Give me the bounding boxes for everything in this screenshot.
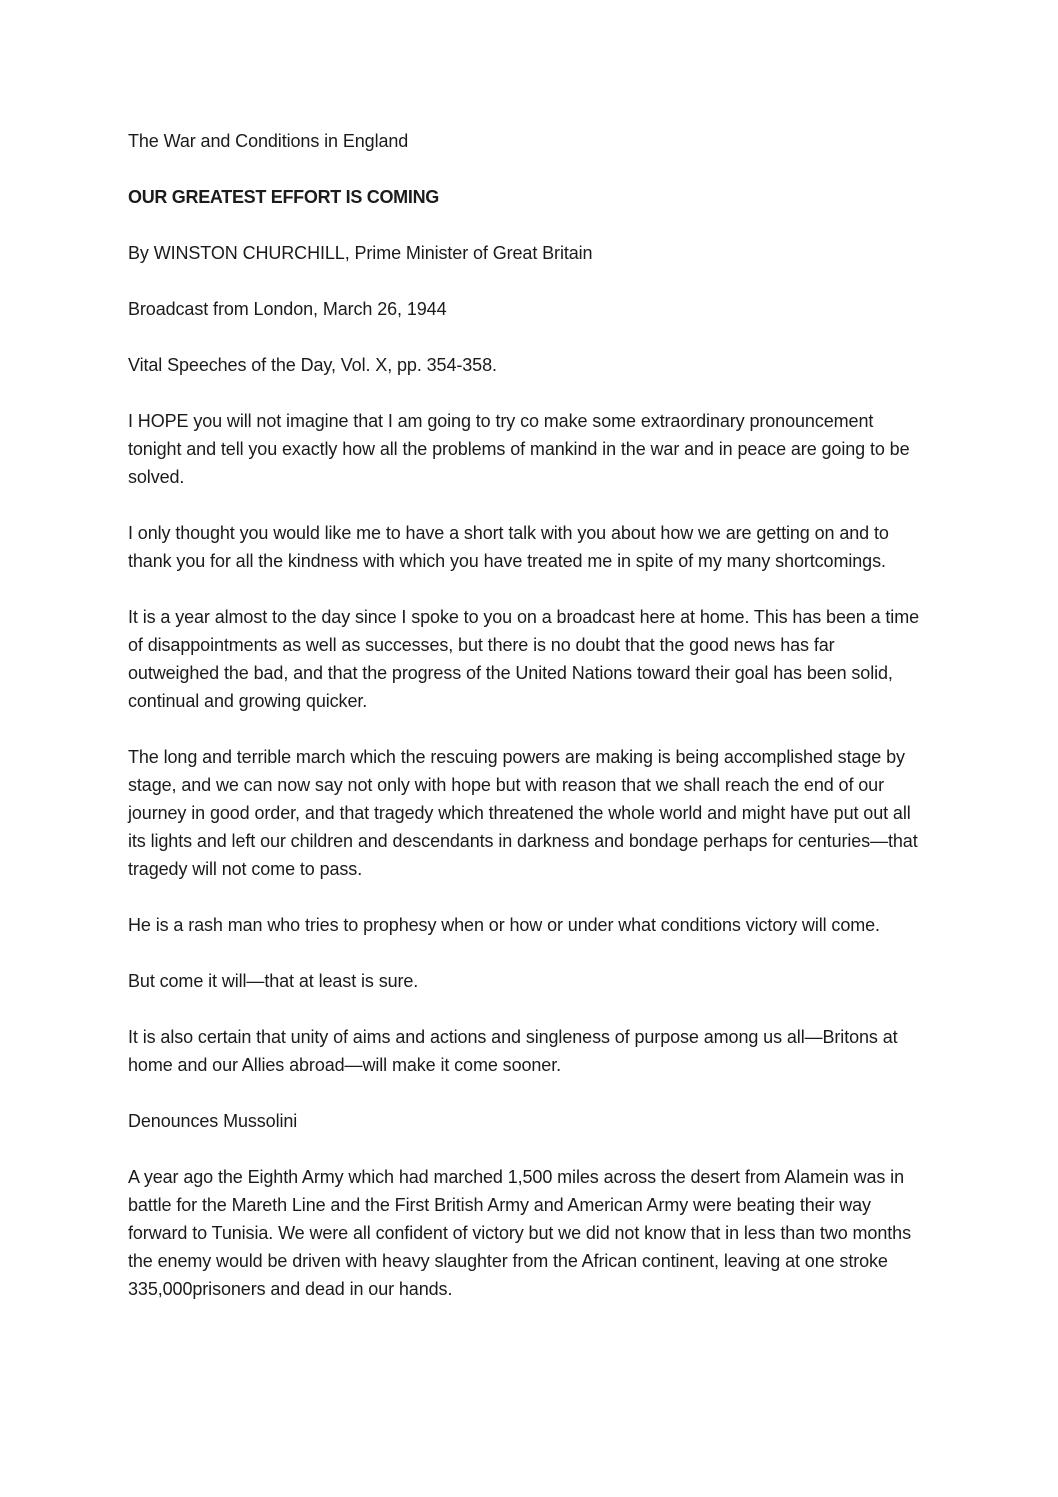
document-body: [128, 127, 928, 1331]
paragraph: I HOPE you will not imagine that I am going to try co make some extraordinary pronouncement tonight and tell you exactly how all the problems of mankind in the war and in peace are going to be solved.: [128, 411, 910, 487]
paragraph: It is also certain that unity of aims and actions and singleness of purpose among us all—Britons at home and our Allies abroad—will make it come sooner.: [128, 1027, 898, 1075]
paragraph: It is a year almost to the day since I spoke to you on a broadcast here at home. This has been a time of disappointments as well as successes, but there is no doubt that the good news has far outweighed the bad, and that the progress of the United Nations toward their goal has been solid, continual and growing quicker.: [128, 607, 920, 711]
paragraph: I only thought you would like me to have a short talk with you about how we are getting on and to thank you for all the kindness with which you have treated me in spite of my many shortcomings.: [128, 523, 889, 571]
paragraph: The long and terrible march which the rescuing powers are making is being accomplished stage by stage, and we can now say not only with hope but with reason that we shall reach the end of our journey in good order, and that tragedy which threatened the whole world and might have put out all its lights and left our children and descendants in darkness and bondage perhaps for centuries—that tragedy will not come to pass.: [128, 747, 918, 879]
broadcast-info: Broadcast from London, March 26, 1944: [128, 299, 447, 319]
section-title: The War and Conditions in England: [128, 131, 409, 151]
source-citation: Vital Speeches of the Day, Vol. X, pp. 354-358.: [128, 355, 497, 375]
byline: By WINSTON CHURCHILL, Prime Minister of Great Britain: [128, 243, 593, 263]
speech-headline: OUR GREATEST EFFORT IS COMING: [128, 187, 439, 207]
subheading: Denounces Mussolini: [128, 1111, 298, 1131]
paragraph: But come it will—that at least is sure.: [128, 971, 419, 991]
paragraph: A year ago the Eighth Army which had marched 1,500 miles across the desert from Alamein was in battle for the Mareth Line and the First British Army and American Army were beating their way forward to Tunisia. We were all confident of victory but we did not know that in less than two months the enemy would be driven with heavy slaughter from the African continent, leaving at one stroke 335,000prisoners and dead in our hands.: [128, 1167, 911, 1299]
paragraph: He is a rash man who tries to prophesy when or how or under what conditions victory will come.: [128, 915, 880, 935]
